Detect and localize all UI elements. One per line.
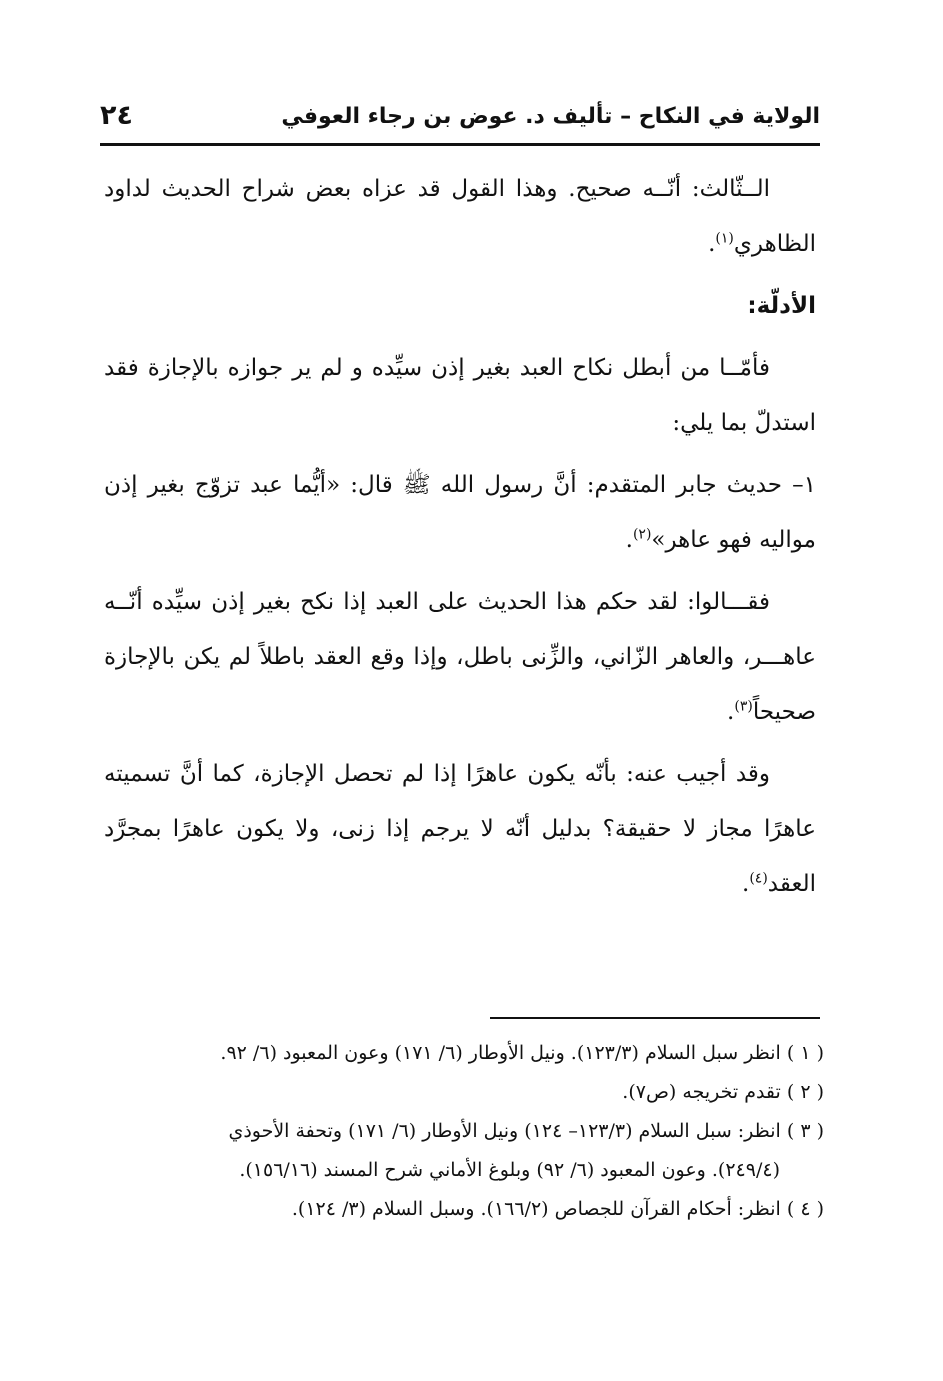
- footnote-rule: [490, 1017, 820, 1019]
- footnote-3: ( ٣ ) انظر: سبل السلام (١٢٣/٣– ١٢٤) ونيل الأوطار (٦/ ١٧١) وتحفة الأحوذي: [228, 1120, 824, 1142]
- footnote-ref-2: (٢): [632, 526, 652, 543]
- running-header: [100, 98, 820, 138]
- page-number: ٢٤: [100, 100, 133, 131]
- book-title: الولاية في النكاح – تأليف د. عوض بن رجاء العوفي: [281, 104, 820, 129]
- paragraph-third-opinion: الــثّالث: أنّــه صحيح. وهذا القول قد عزاه بعض شراح الحديث لداود الظاهري$^{(١)}$.: [104, 176, 816, 257]
- paragraph-response: وقد أجيب عنه: بأنّه يكون عاهرًا إذا لم تحصل الإجازة، كما أنَّ تسميته عاهرًا مجاز لا حقيقة؟ بدليل أنّه لا يرجم إذا زنى، ولا يكون عاهرًا بمجرَّد العقد$^{(٤)}$.: [104, 761, 816, 897]
- paragraph-they-said: فقـــالوا: لقد حكم هذا الحديث على العبد إذا نكح بغير إذن سيِّده أنّــه عاهـــر، والعاهر الزّاني، والزِّنى باطل، وإذا وقع العقد باطلاً لم يكن بالإجازة صحيحاً$^{(٣)}$.: [104, 589, 816, 725]
- footnote-3-continued: (٢٤٩/٤). وعون المعبود (٦/ ٩٢) وبلوغ الأماني شرح المسند (١٥٦/١٦).: [239, 1159, 780, 1181]
- footnote-ref-1: (١): [715, 230, 734, 247]
- body-text: [104, 162, 816, 919]
- footnote-ref-4: (٤): [749, 870, 768, 887]
- footnote-ref-3: (٣): [734, 698, 753, 715]
- footnote-1: ( ١ ) انظر سبل السلام (١٢٣/٣). ونيل الأوطار (٦/ ١٧١) وعون المعبود (٦/ ٩٢.: [220, 1042, 824, 1064]
- section-heading-evidence: الأدلّة:: [747, 293, 816, 319]
- footnotes: [104, 1034, 824, 1229]
- header-rule: [100, 143, 820, 146]
- footnote-2: ( ٢ ) تقدم تخريجه (ص٧).: [622, 1081, 824, 1103]
- paragraph-hadith-jabir: ١– حديث جابر المتقدم: أنَّ رسول الله ﷺ قال: «أيُّما عبد تزوّج بغير إذن مواليه فهو عاهر»$^{(٢)}$.: [104, 472, 816, 553]
- paragraph-invalidators: فأمّــا من أبطل نكاح العبد بغير إذن سيِّده و لم ير جوازه بالإجازة فقد استدلّ بما يلي:: [104, 355, 816, 436]
- footnote-4: ( ٤ ) انظر: أحكام القرآن للجصاص (١٦٦/٢). وسبل السلام (٣/ ١٢٤).: [291, 1198, 824, 1220]
